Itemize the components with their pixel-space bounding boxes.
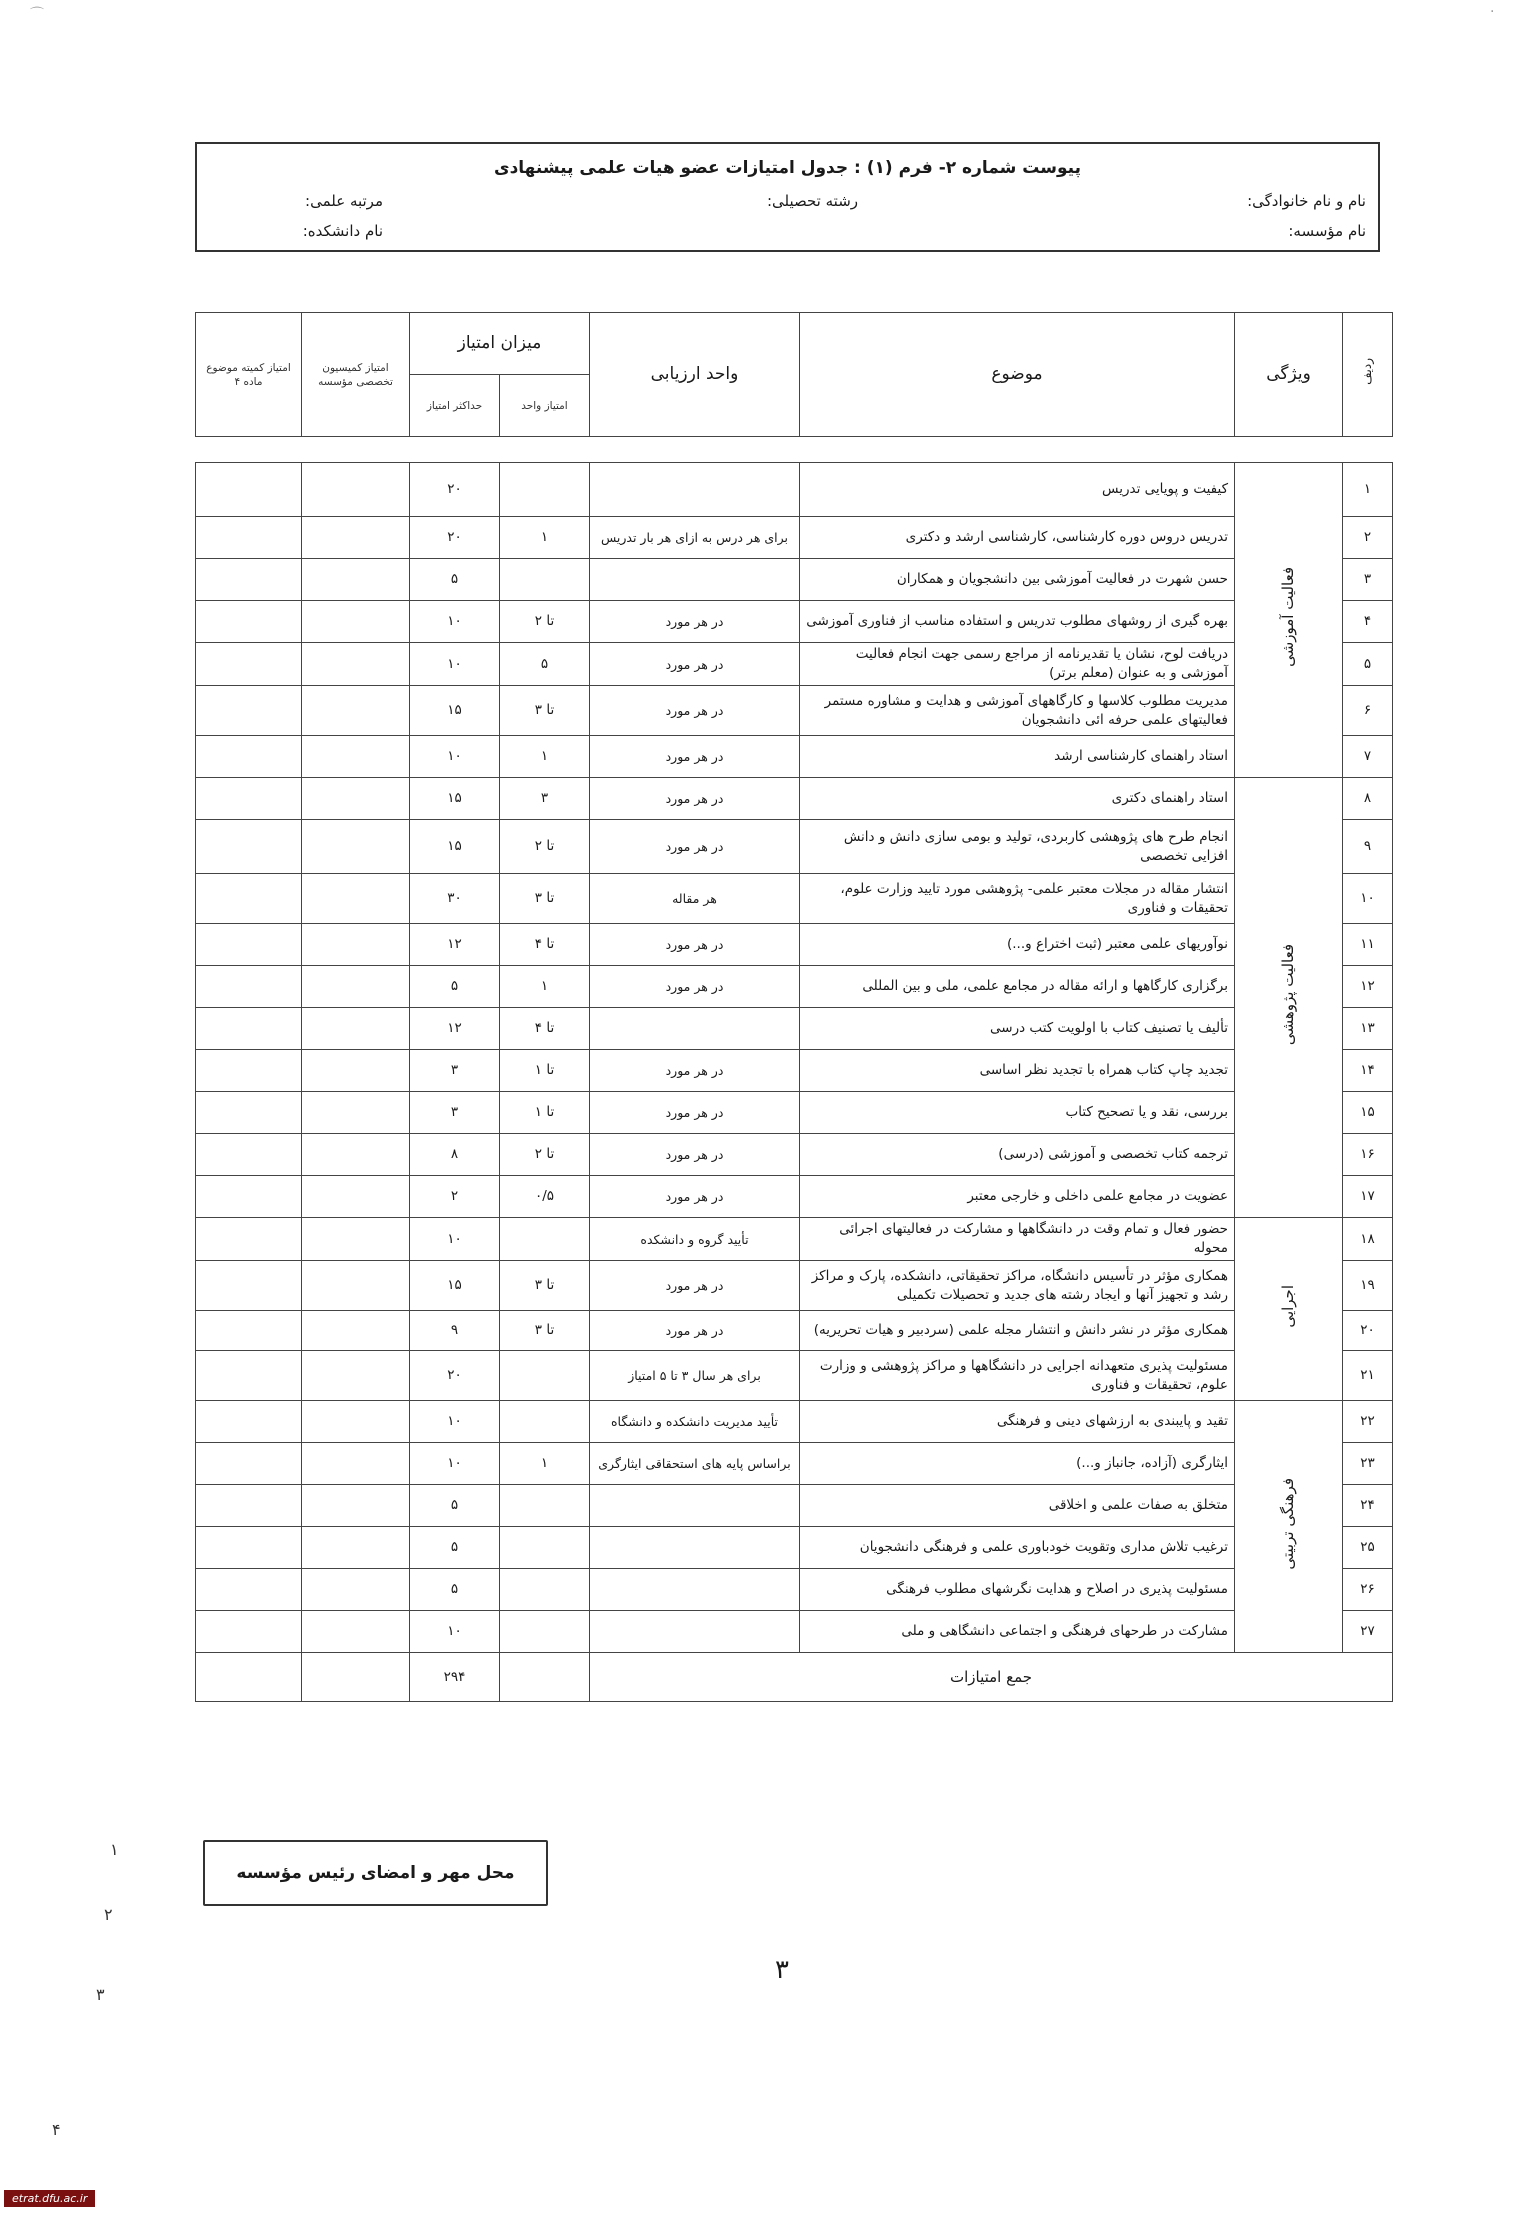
board-score-cell xyxy=(196,736,302,778)
eval-unit-cell xyxy=(590,1569,800,1611)
category-label: فعالیت آموزشی xyxy=(1279,567,1297,667)
row-number-cell: ۲۳ xyxy=(1343,1443,1393,1485)
board-score-cell xyxy=(196,643,302,686)
eval-unit-cell xyxy=(590,1485,800,1527)
unit-score-cell: ۱ xyxy=(500,736,590,778)
commission-score-cell xyxy=(302,1401,410,1443)
topic-cell: همکاری مؤثر در تأسیس دانشگاه، مراکز تحقیقاتی، دانشکده، پارک و مراکز رشد و تجهیز آنها و ایجاد رشته های جدید و تحصیلات تکمیلی xyxy=(800,1261,1235,1311)
topic-cell: مدیریت مطلوب کلاسها و کارگاههای آموزشی و هدایت و مشاوره مستمر فعالیتهای علمی حرفه ائی دانشجویان xyxy=(800,686,1235,736)
unit-score-cell: تا ۳ xyxy=(500,1311,590,1351)
topic-cell: کیفیت و پویایی تدریس xyxy=(800,463,1235,517)
max-score-cell: ۱۰ xyxy=(410,1443,500,1485)
max-score-cell: ۱۲ xyxy=(410,924,500,966)
commission-score-cell xyxy=(302,820,410,874)
topic-cell: حضور فعال و تمام وقت در دانشگاهها و مشارکت در فعالیتهای اجرائی محوله xyxy=(800,1218,1235,1261)
commission-score-cell xyxy=(302,463,410,517)
topic-cell: تألیف یا تصنیف کتاب با اولویت کتب درسی xyxy=(800,1008,1235,1050)
unit-score-cell: تا ۲ xyxy=(500,1134,590,1176)
topic-cell: بررسی، نقد و یا تصحیح کتاب xyxy=(800,1092,1235,1134)
table-row xyxy=(196,778,1393,820)
total-unit-cell xyxy=(500,1653,590,1702)
eval-unit-cell: در هر مورد xyxy=(590,643,800,686)
row-number-cell: ۲۴ xyxy=(1343,1485,1393,1527)
max-score-cell: ۱۰ xyxy=(410,1401,500,1443)
eval-unit-cell: در هر مورد xyxy=(590,1050,800,1092)
topic-cell: متخلق به صفات علمی و اخلاقی xyxy=(800,1485,1235,1527)
row-number-cell: ۲۱ xyxy=(1343,1351,1393,1401)
topic-cell: ترغیب تلاش مداری وتقویت خودباوری علمی و فرهنگی دانشجویان xyxy=(800,1527,1235,1569)
faculty-label: نام دانشکده: xyxy=(302,222,383,240)
col-max-score: حداکثر امتیاز xyxy=(410,375,500,437)
unit-score-cell xyxy=(500,1569,590,1611)
topic-cell: برگزاری کارگاهها و ارائه مقاله در مجامع علمی، ملی و بین المللی xyxy=(800,966,1235,1008)
margin-mark: ۳ xyxy=(96,1985,105,2004)
commission-score-cell xyxy=(302,1311,410,1351)
col-feature: ویژگی xyxy=(1235,313,1343,437)
max-score-cell: ۲۰ xyxy=(410,1351,500,1401)
topic-cell: ترجمه کتاب تخصصی و آموزشی (درسی) xyxy=(800,1134,1235,1176)
unit-score-cell: ۱ xyxy=(500,1443,590,1485)
board-score-cell xyxy=(196,820,302,874)
table-row xyxy=(196,1351,1393,1401)
eval-unit-cell: تأیید گروه و دانشکده xyxy=(590,1218,800,1261)
commission-score-cell xyxy=(302,924,410,966)
table-row xyxy=(196,1050,1393,1092)
max-score-cell: ۲۰ xyxy=(410,517,500,559)
max-score-cell: ۵ xyxy=(410,1527,500,1569)
row-number-cell: ۲۰ xyxy=(1343,1311,1393,1351)
table-row xyxy=(196,820,1393,874)
topic-cell: استاد راهنمای کارشناسی ارشد xyxy=(800,736,1235,778)
eval-unit-cell xyxy=(590,463,800,517)
board-score-cell xyxy=(196,874,302,924)
unit-score-cell xyxy=(500,463,590,517)
commission-score-cell xyxy=(302,517,410,559)
row-number-cell: ۱۷ xyxy=(1343,1176,1393,1218)
eval-unit-cell: در هر مورد xyxy=(590,601,800,643)
row-number-cell: ۱۱ xyxy=(1343,924,1393,966)
eval-unit-cell: در هر مورد xyxy=(590,1134,800,1176)
board-score-cell xyxy=(196,1311,302,1351)
row-number-cell: ۲ xyxy=(1343,517,1393,559)
commission-score-cell xyxy=(302,778,410,820)
row-number-cell: ۲۷ xyxy=(1343,1611,1393,1653)
topic-cell: استاد راهنمای دکتری xyxy=(800,778,1235,820)
board-score-cell xyxy=(196,1351,302,1401)
row-number-cell: ۲۵ xyxy=(1343,1527,1393,1569)
eval-unit-cell: هر مقاله xyxy=(590,874,800,924)
table-row xyxy=(196,517,1393,559)
row-number-cell: ۱۳ xyxy=(1343,1008,1393,1050)
topic-cell: تقید و پایبندی به ارزشهای دینی و فرهنگی xyxy=(800,1401,1235,1443)
commission-score-cell xyxy=(302,1134,410,1176)
board-score-cell xyxy=(196,517,302,559)
signature-box xyxy=(203,1840,548,1906)
signature-label: محل مهر و امضای رئیس مؤسسه xyxy=(236,1863,515,1883)
board-score-cell xyxy=(196,1134,302,1176)
unit-score-cell: تا ۱ xyxy=(500,1092,590,1134)
eval-unit-cell: در هر مورد xyxy=(590,1092,800,1134)
table-body xyxy=(196,463,1393,1702)
max-score-cell: ۸ xyxy=(410,1134,500,1176)
total-label: جمع امتیازات xyxy=(590,1653,1393,1702)
name-label: نام و نام خانوادگی: xyxy=(1247,192,1366,210)
table-row xyxy=(196,643,1393,686)
eval-unit-cell xyxy=(590,1008,800,1050)
col-unit-score: امتیاز واحد xyxy=(500,375,590,437)
max-score-cell: ۱۵ xyxy=(410,778,500,820)
board-score-cell xyxy=(196,686,302,736)
commission-score-cell xyxy=(302,874,410,924)
unit-score-cell: ۳ xyxy=(500,778,590,820)
max-score-cell: ۱۵ xyxy=(410,1261,500,1311)
topic-cell: مسئولیت پذیری در اصلاح و هدایت نگرشهای مطلوب فرهنگی xyxy=(800,1569,1235,1611)
table-row xyxy=(196,874,1393,924)
max-score-cell: ۵ xyxy=(410,559,500,601)
commission-score-cell xyxy=(302,1443,410,1485)
table-row xyxy=(196,1218,1393,1261)
eval-unit-cell: در هر مورد xyxy=(590,1176,800,1218)
table-row xyxy=(196,601,1393,643)
commission-score-cell xyxy=(302,643,410,686)
commission-score-cell xyxy=(302,1176,410,1218)
unit-score-cell xyxy=(500,1611,590,1653)
commission-score-cell xyxy=(302,1611,410,1653)
max-score-cell: ۱۰ xyxy=(410,643,500,686)
board-score-cell xyxy=(196,924,302,966)
unit-score-cell: تا ۱ xyxy=(500,1050,590,1092)
total-board-cell xyxy=(196,1653,302,1702)
topic-cell: انتشار مقاله در مجلات معتبر علمی- پژوهشی مورد تایید وزارت علوم، تحقیقات و فناوری xyxy=(800,874,1235,924)
eval-unit-cell: تأیید مدیریت دانشکده و دانشگاه xyxy=(590,1401,800,1443)
topic-cell: نوآوریهای علمی معتبر (ثبت اختراع و...) xyxy=(800,924,1235,966)
eval-unit-cell: در هر مورد xyxy=(590,1311,800,1351)
row-number-cell: ۱۸ xyxy=(1343,1218,1393,1261)
rank-label: مرتبه علمی: xyxy=(305,192,383,210)
topic-cell: بهره گیری از روشهای مطلوب تدریس و استفاده مناسب از فناوری آموزشی xyxy=(800,601,1235,643)
commission-score-cell xyxy=(302,1527,410,1569)
unit-score-cell: تا ۲ xyxy=(500,820,590,874)
board-score-cell xyxy=(196,1092,302,1134)
eval-unit-cell: در هر مورد xyxy=(590,924,800,966)
board-score-cell xyxy=(196,1443,302,1485)
col-row: ردیف xyxy=(1343,313,1393,437)
field-label: رشته تحصیلی: xyxy=(766,192,858,210)
category-cell-research xyxy=(1235,778,1343,1218)
topic-cell: عضویت در مجامع علمی داخلی و خارجی معتبر xyxy=(800,1176,1235,1218)
page-number: ۳ xyxy=(775,1955,789,1985)
max-score-cell: ۱۰ xyxy=(410,601,500,643)
topic-cell: مشارکت در طرحهای فرهنگی و اجتماعی دانشگاهی و ملی xyxy=(800,1611,1235,1653)
commission-score-cell xyxy=(302,1050,410,1092)
unit-score-cell xyxy=(500,1485,590,1527)
unit-score-cell xyxy=(500,1218,590,1261)
category-label: اجرایی xyxy=(1279,1284,1297,1328)
commission-score-cell xyxy=(302,686,410,736)
board-score-cell xyxy=(196,601,302,643)
col-commission: امتیاز کمیسیون تخصصی مؤسسه xyxy=(302,313,410,437)
board-score-cell xyxy=(196,1050,302,1092)
table-row xyxy=(196,559,1393,601)
col-topic: موضوع xyxy=(800,313,1235,437)
max-score-cell: ۱۵ xyxy=(410,686,500,736)
commission-score-cell xyxy=(302,1569,410,1611)
table-row xyxy=(196,463,1393,517)
table-row xyxy=(196,736,1393,778)
category-cell-executive xyxy=(1235,1218,1343,1401)
row-number-cell: ۱۵ xyxy=(1343,1092,1393,1134)
commission-score-cell xyxy=(302,1218,410,1261)
unit-score-cell: ۰/۵ xyxy=(500,1176,590,1218)
unit-score-cell: ۱ xyxy=(500,517,590,559)
col-eval-unit: واحد ارزیابی xyxy=(590,313,800,437)
row-number-cell: ۹ xyxy=(1343,820,1393,874)
row-number-cell: ۶ xyxy=(1343,686,1393,736)
eval-unit-cell xyxy=(590,1611,800,1653)
total-row xyxy=(196,1653,1393,1702)
score-table xyxy=(195,312,1393,1702)
eval-unit-cell: در هر مورد xyxy=(590,736,800,778)
category-cell-cultural xyxy=(1235,1401,1343,1653)
row-number-cell: ۱۹ xyxy=(1343,1261,1393,1311)
topic-cell: حسن شهرت در فعالیت آموزشی بین دانشجویان و همکاران xyxy=(800,559,1235,601)
eval-unit-cell: برای هر درس به ازای هر بار تدریس xyxy=(590,517,800,559)
topic-cell: انجام طرح های پژوهشی کاربردی، تولید و بومی سازی دانش و دانش افزایی تخصصی xyxy=(800,820,1235,874)
col-board: امتیاز کمیته موضوع ماده ۴ xyxy=(196,313,302,437)
table-header xyxy=(196,313,1393,463)
scan-speck: ⌒ xyxy=(30,7,44,23)
row-number-cell: ۷ xyxy=(1343,736,1393,778)
unit-score-cell: تا ۳ xyxy=(500,1261,590,1311)
topic-cell: مسئولیت پذیری متعهدانه اجرایی در دانشگاهها و مراکز پژوهشی و وزارت علوم، تحقیقات و فناوری xyxy=(800,1351,1235,1401)
max-score-cell: ۱۵ xyxy=(410,820,500,874)
board-score-cell xyxy=(196,1176,302,1218)
unit-score-cell: تا ۴ xyxy=(500,924,590,966)
max-score-cell: ۳ xyxy=(410,1092,500,1134)
board-score-cell xyxy=(196,1485,302,1527)
row-number-cell: ۱۴ xyxy=(1343,1050,1393,1092)
board-score-cell xyxy=(196,1611,302,1653)
table-row xyxy=(196,924,1393,966)
row-number-cell: ۱۰ xyxy=(1343,874,1393,924)
table-row xyxy=(196,1611,1393,1653)
commission-score-cell xyxy=(302,1092,410,1134)
commission-score-cell xyxy=(302,1008,410,1050)
max-score-cell: ۳۰ xyxy=(410,874,500,924)
max-score-cell: ۲ xyxy=(410,1176,500,1218)
max-score-cell: ۱۰ xyxy=(410,1611,500,1653)
margin-mark: ۴ xyxy=(52,2120,61,2139)
max-score-cell: ۱۰ xyxy=(410,1218,500,1261)
board-score-cell xyxy=(196,966,302,1008)
table-row xyxy=(196,1176,1393,1218)
row-number-cell: ۱۲ xyxy=(1343,966,1393,1008)
board-score-cell xyxy=(196,1401,302,1443)
max-score-cell: ۱۰ xyxy=(410,736,500,778)
eval-unit-cell: در هر مورد xyxy=(590,966,800,1008)
unit-score-cell xyxy=(500,1527,590,1569)
header-box xyxy=(195,142,1380,252)
form-title: پیوست شماره ۲- فرم (۱) : جدول امتیازات عضو هیات علمی پیشنهادی xyxy=(493,158,1081,178)
margin-mark: ۱ xyxy=(110,1840,119,1859)
eval-unit-cell xyxy=(590,1527,800,1569)
unit-score-cell xyxy=(500,1351,590,1401)
commission-score-cell xyxy=(302,1351,410,1401)
max-score-cell: ۹ xyxy=(410,1311,500,1351)
category-cell-education xyxy=(1235,463,1343,778)
unit-score-cell: تا ۳ xyxy=(500,874,590,924)
margin-mark: ۲ xyxy=(104,1905,113,1924)
eval-unit-cell: براساس پایه های استحقاقی ایثارگری xyxy=(590,1443,800,1485)
commission-score-cell xyxy=(302,966,410,1008)
board-score-cell xyxy=(196,1218,302,1261)
col-score: میزان امتیاز xyxy=(410,313,590,375)
unit-score-cell: ۱ xyxy=(500,966,590,1008)
commission-score-cell xyxy=(302,559,410,601)
table-row xyxy=(196,1443,1393,1485)
table-row xyxy=(196,966,1393,1008)
commission-score-cell xyxy=(302,736,410,778)
max-score-cell: ۵ xyxy=(410,1569,500,1611)
table-row xyxy=(196,1527,1393,1569)
commission-score-cell xyxy=(302,1485,410,1527)
max-score-cell: ۵ xyxy=(410,1485,500,1527)
category-label: فعالیت پژوهشی xyxy=(1279,943,1297,1046)
eval-unit-cell: در هر مورد xyxy=(590,778,800,820)
row-number-cell: ۲۲ xyxy=(1343,1401,1393,1443)
max-score-cell: ۱۲ xyxy=(410,1008,500,1050)
board-score-cell xyxy=(196,1008,302,1050)
unit-score-cell: تا ۲ xyxy=(500,601,590,643)
board-score-cell xyxy=(196,559,302,601)
eval-unit-cell: در هر مورد xyxy=(590,686,800,736)
topic-cell: ایثارگری (آزاده، جانباز و...) xyxy=(800,1443,1235,1485)
row-number-cell: ۱ xyxy=(1343,463,1393,517)
board-score-cell xyxy=(196,463,302,517)
table-row xyxy=(196,1401,1393,1443)
total-commission-cell xyxy=(302,1653,410,1702)
eval-unit-cell xyxy=(590,559,800,601)
watermark: etrat.dfu.ac.ir xyxy=(4,2190,95,2207)
institute-label: نام مؤسسه: xyxy=(1288,222,1366,240)
category-label: فرهنگی تربیتی xyxy=(1279,1477,1297,1570)
table-row xyxy=(196,686,1393,736)
topic-cell: دریافت لوح، نشان یا تقدیرنامه از مراجع رسمی جهت انجام فعالیت آموزشی و به عنوان (معلم برتر) xyxy=(800,643,1235,686)
max-score-cell: ۲۰ xyxy=(410,463,500,517)
table-row xyxy=(196,1092,1393,1134)
board-score-cell xyxy=(196,1527,302,1569)
unit-score-cell: ۵ xyxy=(500,643,590,686)
unit-score-cell xyxy=(500,1401,590,1443)
row-number-cell: ۸ xyxy=(1343,778,1393,820)
table-row xyxy=(196,1261,1393,1311)
eval-unit-cell: برای هر سال ۳ تا ۵ امتیاز xyxy=(590,1351,800,1401)
table-row xyxy=(196,1485,1393,1527)
spacer-cell xyxy=(196,437,1393,463)
row-number-cell: ۴ xyxy=(1343,601,1393,643)
board-score-cell xyxy=(196,1569,302,1611)
commission-score-cell xyxy=(302,601,410,643)
topic-cell: تجدید چاپ کتاب همراه با تجدید نظر اساسی xyxy=(800,1050,1235,1092)
row-number-cell: ۲۶ xyxy=(1343,1569,1393,1611)
topic-cell: تدریس دروس دوره کارشناسی، کارشناسی ارشد و دکتری xyxy=(800,517,1235,559)
table-row xyxy=(196,1311,1393,1351)
row-number-cell: ۵ xyxy=(1343,643,1393,686)
table-row xyxy=(196,1134,1393,1176)
table-row xyxy=(196,1569,1393,1611)
eval-unit-cell: در هر مورد xyxy=(590,1261,800,1311)
eval-unit-cell: در هر مورد xyxy=(590,820,800,874)
max-score-cell: ۳ xyxy=(410,1050,500,1092)
row-number-cell: ۳ xyxy=(1343,559,1393,601)
scan-speck: · xyxy=(1490,4,1495,20)
table-row xyxy=(196,1008,1393,1050)
commission-score-cell xyxy=(302,1261,410,1311)
total-value: ۲۹۴ xyxy=(410,1653,500,1702)
topic-cell: همکاری مؤثر در نشر دانش و انتشار مجله علمی (سردبیر و هیات تحریریه) xyxy=(800,1311,1235,1351)
max-score-cell: ۵ xyxy=(410,966,500,1008)
board-score-cell xyxy=(196,1261,302,1311)
board-score-cell xyxy=(196,778,302,820)
row-number-cell: ۱۶ xyxy=(1343,1134,1393,1176)
unit-score-cell: تا ۳ xyxy=(500,686,590,736)
unit-score-cell xyxy=(500,559,590,601)
unit-score-cell: تا ۴ xyxy=(500,1008,590,1050)
